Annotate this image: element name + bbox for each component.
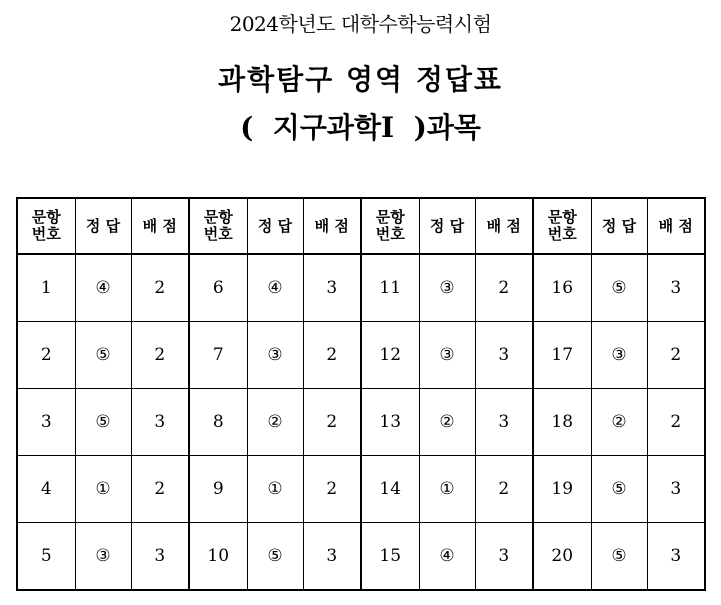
points-cell: 2	[303, 322, 361, 389]
question-number-cell: 10	[189, 523, 247, 591]
points-cell: 3	[647, 254, 705, 322]
points-cell: 2	[475, 254, 533, 322]
answer-cell: ②	[247, 389, 303, 456]
points-cell: 2	[131, 322, 189, 389]
table-row	[17, 322, 705, 389]
answer-cell: ⑤	[75, 322, 131, 389]
header-question-number-line1: 문항	[203, 208, 233, 226]
header-question-number	[189, 198, 247, 254]
points-cell: 2	[131, 456, 189, 523]
question-number-cell: 12	[361, 322, 419, 389]
question-number-cell: 5	[17, 523, 75, 591]
header-points: 배 점	[303, 198, 361, 254]
table-row	[17, 456, 705, 523]
table-header-row	[17, 198, 705, 254]
question-number-cell: 16	[533, 254, 591, 322]
points-cell: 2	[131, 254, 189, 322]
points-cell: 2	[647, 389, 705, 456]
table-row	[17, 523, 705, 591]
question-number-cell: 9	[189, 456, 247, 523]
answer-cell: ④	[247, 254, 303, 322]
subject-title: ( 지구과학Ⅰ )과목	[240, 111, 481, 144]
question-number-cell: 3	[17, 389, 75, 456]
question-number-cell: 15	[361, 523, 419, 591]
header-question-number-line1: 문항	[31, 208, 61, 226]
exam-year-title: 2024학년도 대학수학능력시험	[229, 12, 492, 36]
page-title: 과학탐구 영역 정답표	[218, 63, 503, 96]
points-cell: 3	[475, 389, 533, 456]
header-question-number-line2: 번호	[375, 225, 405, 243]
header-answer: 정 답	[75, 198, 131, 254]
answer-cell: ①	[75, 456, 131, 523]
answer-cell: ④	[75, 254, 131, 322]
header-points: 배 점	[647, 198, 705, 254]
header-question-number-line2: 번호	[547, 225, 577, 243]
answer-cell: ⑤	[75, 389, 131, 456]
table-row	[17, 254, 705, 322]
question-number-cell: 6	[189, 254, 247, 322]
answer-cell: ⑤	[591, 254, 647, 322]
header-question-number	[533, 198, 591, 254]
header-question-number-line1: 문항	[375, 208, 405, 226]
header-question-number	[361, 198, 419, 254]
points-cell: 3	[303, 523, 361, 591]
question-number-cell: 4	[17, 456, 75, 523]
answer-cell: ③	[591, 322, 647, 389]
header-answer: 정 답	[591, 198, 647, 254]
points-cell: 3	[647, 456, 705, 523]
header-points: 배 점	[475, 198, 533, 254]
header-question-number	[17, 198, 75, 254]
points-cell: 2	[303, 456, 361, 523]
points-cell: 3	[475, 322, 533, 389]
answer-cell: ③	[419, 254, 475, 322]
answer-cell: ⑤	[247, 523, 303, 591]
question-number-cell: 17	[533, 322, 591, 389]
table-body	[17, 254, 705, 590]
answer-cell: ①	[419, 456, 475, 523]
points-cell: 2	[475, 456, 533, 523]
question-number-cell: 18	[533, 389, 591, 456]
answer-cell: ①	[247, 456, 303, 523]
header-question-number-line2: 번호	[31, 225, 61, 243]
answer-cell: ③	[75, 523, 131, 591]
header-answer: 정 답	[247, 198, 303, 254]
question-number-cell: 2	[17, 322, 75, 389]
header-points: 배 점	[131, 198, 189, 254]
header-question-number-line1: 문항	[547, 208, 577, 226]
question-number-cell: 19	[533, 456, 591, 523]
question-number-cell: 1	[17, 254, 75, 322]
header-answer: 정 답	[419, 198, 475, 254]
answer-cell: ③	[419, 322, 475, 389]
answer-cell: ③	[247, 322, 303, 389]
answer-cell: ⑤	[591, 523, 647, 591]
table-row	[17, 389, 705, 456]
answer-cell: ④	[419, 523, 475, 591]
question-number-cell: 11	[361, 254, 419, 322]
points-cell: 3	[475, 523, 533, 591]
header-question-number-line2: 번호	[203, 225, 233, 243]
points-cell: 2	[303, 389, 361, 456]
answer-cell: ⑤	[591, 456, 647, 523]
question-number-cell: 13	[361, 389, 419, 456]
question-number-cell: 20	[533, 523, 591, 591]
question-number-cell: 7	[189, 322, 247, 389]
points-cell: 3	[647, 523, 705, 591]
answer-cell: ②	[419, 389, 475, 456]
question-number-cell: 14	[361, 456, 419, 523]
points-cell: 3	[131, 523, 189, 591]
answer-key-table	[16, 197, 706, 591]
points-cell: 3	[131, 389, 189, 456]
points-cell: 2	[647, 322, 705, 389]
points-cell: 3	[303, 254, 361, 322]
question-number-cell: 8	[189, 389, 247, 456]
answer-cell: ②	[591, 389, 647, 456]
